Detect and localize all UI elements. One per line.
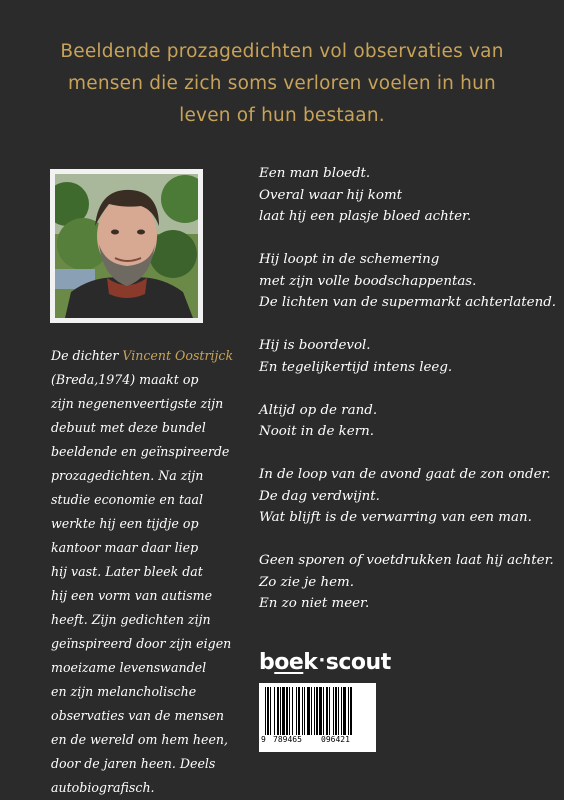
bio-line: werkte hij een tijdje op — [51, 516, 199, 531]
poem-stanza — [259, 163, 549, 228]
poem-line: Hij loopt in de schemering — [259, 252, 440, 267]
bio-intro: De dichter — [51, 348, 123, 363]
bio-line: zijn negenenveertigste zijn — [51, 396, 224, 411]
tagline-line: Beeldende prozagedichten vol observaties van — [60, 41, 504, 62]
poem-line: En zo niet meer. — [259, 596, 370, 611]
poem — [259, 163, 557, 636]
barcode-digits-left: 789465 — [273, 735, 302, 744]
logo-part: oe — [274, 650, 304, 675]
publisher-logo — [259, 649, 391, 678]
poem-line: Zo zie je hem. — [259, 574, 354, 590]
poem-line: Hij is boordevol. — [259, 338, 371, 353]
bio-line: observaties van de mensen — [51, 708, 224, 723]
tagline-line: mensen die zich soms verloren voelen in hun — [68, 73, 496, 94]
poem-stanza — [259, 400, 549, 443]
bio-line: door de jaren heen. Deels — [51, 756, 216, 771]
poem-stanza — [259, 335, 549, 378]
poem-line: En tegelijkertijd intens leeg. — [259, 359, 453, 375]
isbn-barcode — [259, 683, 376, 752]
poem-line: De dag verdwijnt. — [259, 488, 380, 504]
bio-line: en de wereld om hem heen, — [51, 732, 229, 747]
author-photo — [50, 169, 203, 323]
bio-line: heeft. Zijn gedichten zijn — [51, 612, 211, 627]
barcode-first-digit: 9 — [261, 735, 266, 744]
bio-line: moeizame levenswandel — [51, 660, 207, 675]
author-bio — [51, 344, 234, 800]
poem-stanza — [259, 249, 557, 314]
bio-line: prozagedichten. Na zijn — [51, 468, 204, 483]
bio-line: debuut met deze bundel — [51, 420, 206, 435]
bio-first-line — [51, 344, 234, 368]
bio-line: studie economie en taal — [51, 492, 204, 507]
logo-dot: · — [318, 650, 325, 671]
logo-part: b — [259, 650, 275, 675]
author-name: Vincent Oostrijck — [122, 348, 234, 363]
bio-line: geïnspireerd door zijn eigen — [51, 636, 232, 651]
poem-line: Nooit in de kern. — [259, 424, 374, 439]
logo-part: k — [303, 650, 318, 675]
bio-line: hij een vorm van autisme — [51, 588, 213, 603]
bio-line: en zijn melancholische — [51, 684, 197, 699]
poem-line: In de loop van de avond gaat de zon onder. — [259, 467, 551, 482]
poem-stanza — [259, 550, 554, 615]
poem-line: Overal waar hij komt — [259, 187, 403, 203]
poem-line: De lichten van de supermarkt achterlatend. — [259, 295, 557, 310]
bio-line: (Breda,1974) maakt op — [51, 372, 199, 387]
poem-line: Altijd op de rand. — [259, 402, 378, 418]
bio-line: hij vast. Later bleek dat — [51, 564, 203, 579]
poem-line: Wat blijft is de verwarring van een man. — [259, 510, 532, 525]
bio-line: kantoor maar daar liep — [51, 540, 199, 555]
bio-line: autobiografisch. — [51, 780, 155, 795]
barcode-digits-right: 096421 — [321, 735, 350, 744]
barcode-bars — [265, 687, 370, 735]
poem-stanza — [259, 464, 549, 529]
tagline-line: leven of hun bestaan. — [179, 105, 385, 126]
back-cover-tagline — [40, 36, 524, 132]
poem-line: Een man bloedt. — [259, 166, 371, 181]
poem-line: laat hij een plasje bloed achter. — [259, 209, 472, 224]
bio-line: beeldende en geïnspireerde — [51, 444, 230, 459]
poem-line: met zijn volle boodschappentas. — [259, 273, 477, 289]
logo-part: scout — [325, 650, 391, 675]
poem-line: Geen sporen of voetdrukken laat hij achter. — [259, 553, 554, 568]
